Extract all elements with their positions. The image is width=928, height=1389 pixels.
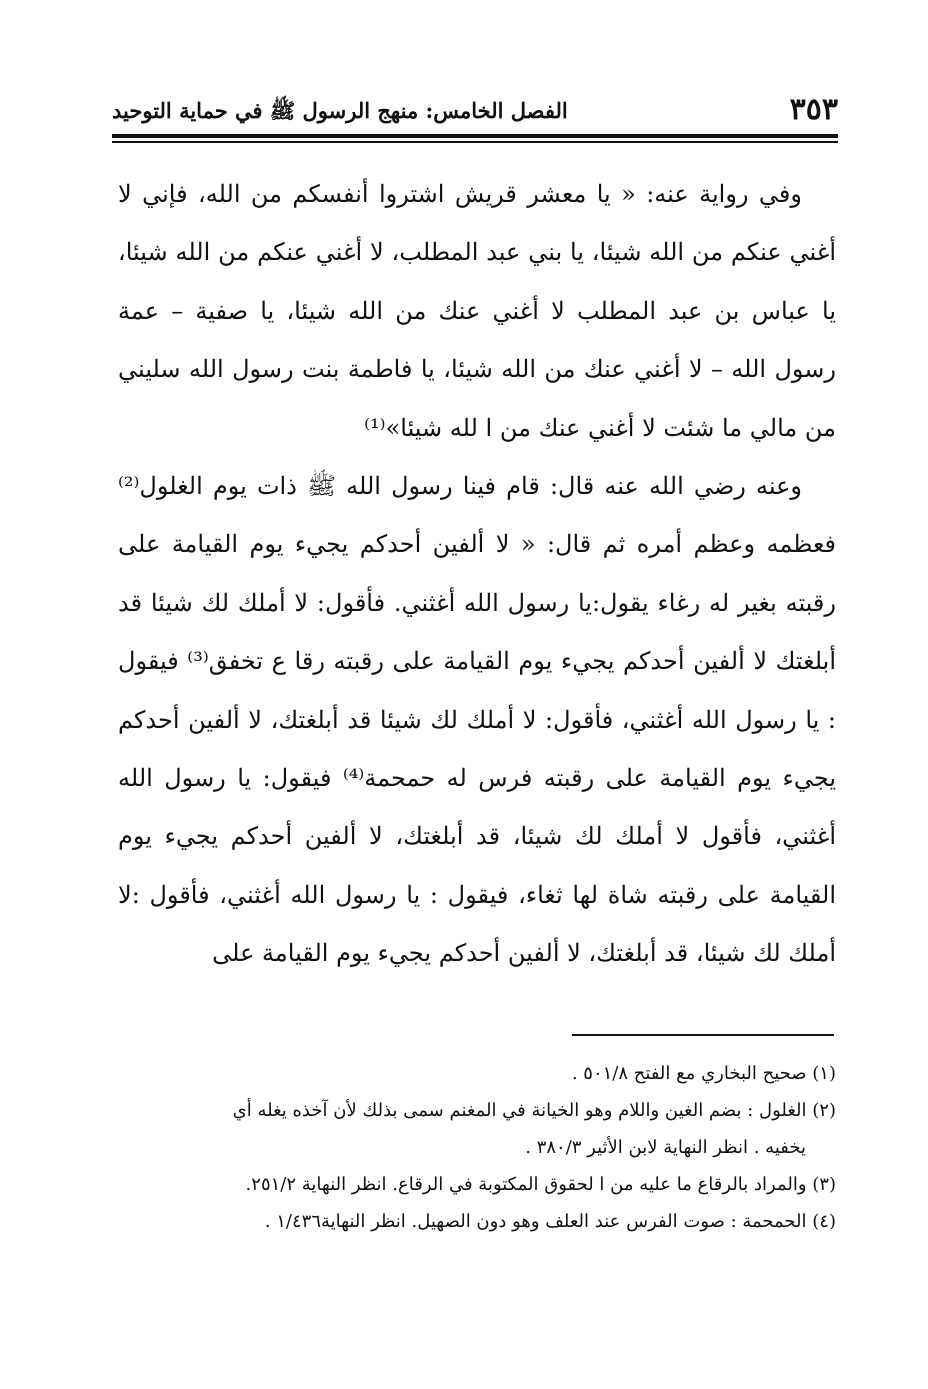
header-rule-thick <box>112 134 838 138</box>
page-number: ٣٥٣ <box>789 92 838 127</box>
footnote-3: (٣) والمراد بالرقاع ما عليه من ا لحقوق المكتوبة في الرقاع. انظر النهاية ٢٥١/٢. <box>245 1174 836 1195</box>
chapter-title: الفصل الخامس: منهج الرسول ﷺ في حماية التوحيد <box>112 98 568 123</box>
paragraph-2: وعنه رضي الله عنه قال: قام فينا رسول الله ﷺ ذات يوم الغلول⁽²⁾ فعظمه وعظم أمره ثم قال: « لا ألفين أحدكم يجيء يوم القيامة على رقبته بغير له رغاء يقول:يا رسول الله أغثني. فأقول: لا أملك لك شيئا قد أبلغتك لا ألفين أحدكم يجيء يوم القيامة على رقبته رقا ع تخفق⁽³⁾ فيقول : يا رسول الله أغثني، فأقول: لا أملك لك شيئا قد أبلغتك، لا ألفين أحدكم يجيء يوم القيامة على رقبته فرس له حمحمة⁽⁴⁾ فيقول: يا رسول الله أغثني، فأقول لا أملك لك شيئا، قد أبلغتك، لا ألفين أحدكم يجيء يوم القيامة على رقبته شاة لها ثغاء، فيقول : يا رسول الله أغثني، فأقول :لا أملك لك شيئا، قد أبلغتك، لا ألفين أحدكم يجيء يوم القيامة على <box>118 472 836 968</box>
footnote-2-continuation: يخفيه . انظر النهاية لابن الأثير ٣٨٠/٣ . <box>525 1137 806 1158</box>
footnote-separator <box>572 1034 834 1036</box>
footnote-4: (٤) الحمحمة : صوت الفرس عند العلف وهو دون الصهيل. انظر النهاية١/٤٣٦ . <box>264 1211 836 1232</box>
page-header <box>112 92 838 132</box>
footnote-2: (٢) الغلول : بضم الغين واللام وهو الخيانة في المغنم سمى بذلك لأن آخذه يغله أي <box>232 1100 836 1121</box>
main-text <box>118 165 836 983</box>
footnote-1: (١) صحيح البخاري مع الفتح ٥٠١/٨ . <box>571 1063 836 1084</box>
footnotes <box>112 1058 836 1243</box>
paragraph-1: وفي رواية عنه: « يا معشر قريش اشتروا أنفسكم من الله، فإني لا أغني عنكم من الله شيئا، يا بني عبد المطلب، لا أغني عنكم من الله شيئا، يا عباس بن عبد المطلب لا أغني عنك من الله شيئا، يا صفية – عمة رسول الله – لا أغني عنك من الله شيئا، يا فاطمة بنت رسول الله سليني من مالي ما شئت لا أغني عنك من ا لله شيئا»⁽¹⁾ <box>118 180 836 442</box>
header-rule-thin <box>112 141 838 143</box>
